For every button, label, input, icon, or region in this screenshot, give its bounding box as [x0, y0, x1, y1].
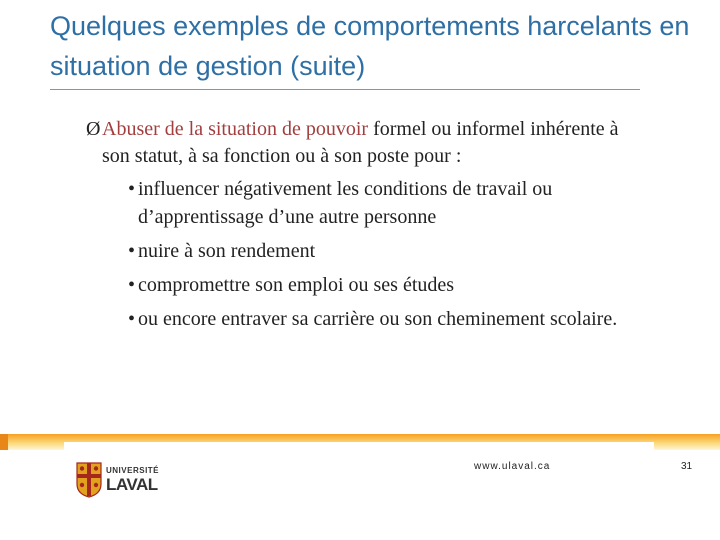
logo-text-universite: UNIVERSITÉ	[106, 466, 160, 475]
sub-bullet	[128, 305, 648, 333]
footer-url: www.ulaval.ca	[474, 461, 551, 472]
title-underline	[50, 89, 640, 90]
sub-bullet-text: ou encore entraver sa carrière ou son cheminement scolaire.	[138, 308, 618, 330]
footer-band-edge	[0, 434, 8, 450]
sub-bullet-text: compromettre son emploi ou ses études	[138, 274, 455, 296]
bullet-dot-icon: •	[128, 308, 136, 330]
bullet-dot-icon: •	[128, 240, 136, 262]
sub-bullet-text: influencer négativement les conditions de travail ou d’apprentissage d’une autre personne	[138, 178, 553, 228]
bullet-dot-icon: •	[128, 274, 136, 296]
sub-bullet	[128, 237, 648, 265]
bullet-dot-icon: •	[128, 178, 136, 200]
sub-bullet-text: nuire à son rendement	[138, 240, 316, 262]
main-bullet-text: formel ou informel inhérente à son statut, à sa fonction ou à son poste pour :	[102, 118, 619, 167]
sub-bullet	[128, 271, 648, 299]
main-bullet-highlight: Abuser de la situation de pouvoir	[102, 118, 369, 140]
arrow-bullet-icon: Ø	[86, 118, 101, 140]
slide-title: Quelques exemples de comportements harcelants en situation de gestion (suite)	[50, 11, 690, 81]
sub-bullet	[128, 175, 648, 231]
page-number: 31	[681, 461, 693, 472]
main-bullet	[88, 116, 648, 170]
university-logo	[76, 462, 166, 500]
sub-bullet-list	[88, 175, 648, 333]
logo-text-laval: LAVAL	[106, 475, 158, 494]
slide-body	[88, 116, 648, 339]
footer-band-cutout	[64, 442, 654, 450]
crest-icon	[76, 462, 102, 498]
